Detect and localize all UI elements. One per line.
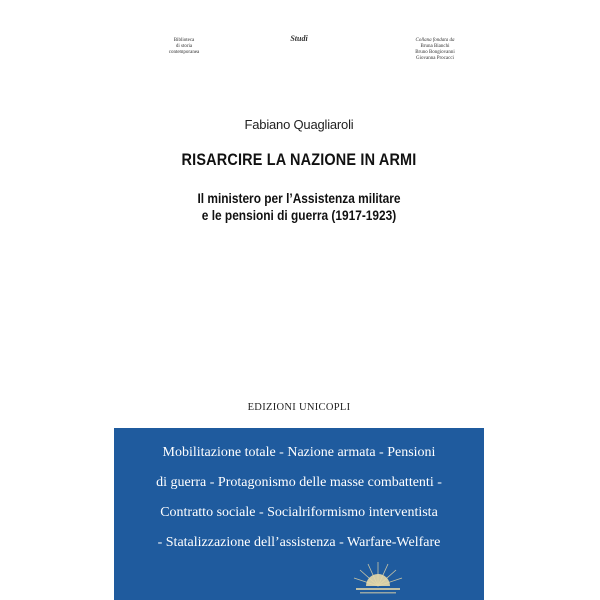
book-author: Fabiano Quagliaroli — [244, 117, 354, 132]
series-left-line: contemporanea — [168, 50, 200, 55]
book-title: RISARCIRE LA NAZIONE IN ARMI — [181, 150, 417, 169]
subtitle-line: e le pensioni di guerra (1917-1923) — [201, 207, 397, 223]
book-subtitle — [142, 190, 457, 224]
keywords-line: Mobilitazione totale - Nazione armata - Pensioni — [162, 445, 436, 460]
sunrise-logo-icon — [348, 556, 408, 600]
publisher-name: EDIZIONI UNICOPLI — [247, 402, 351, 413]
book-cover — [114, 0, 484, 600]
series-founder-name: Giovanna Procacci — [416, 56, 454, 61]
series-left-line: Biblioteca — [173, 38, 195, 43]
series-label-right — [400, 38, 470, 62]
series-label-middle: Studi — [290, 34, 308, 43]
keywords-text — [114, 438, 484, 558]
series-founders-lead: Collana fondata da — [415, 38, 455, 43]
keywords-line: - Statalizzazione dell’assistenza - Warfare-Welfare — [157, 535, 441, 550]
keywords-band — [114, 428, 484, 600]
subtitle-line: Il ministero per l’Assistenza militare — [197, 190, 401, 206]
series-founder-name: Bruna Bianchi — [420, 44, 450, 49]
keywords-line: Contratto sociale - Socialriformismo interventista — [160, 505, 438, 520]
series-left-line: di storia — [175, 44, 193, 49]
keywords-line: di guerra - Protagonismo delle masse combattenti - — [156, 475, 442, 490]
series-label-left — [149, 38, 219, 56]
series-founder-name: Bruno Bongiovanni — [415, 50, 455, 55]
